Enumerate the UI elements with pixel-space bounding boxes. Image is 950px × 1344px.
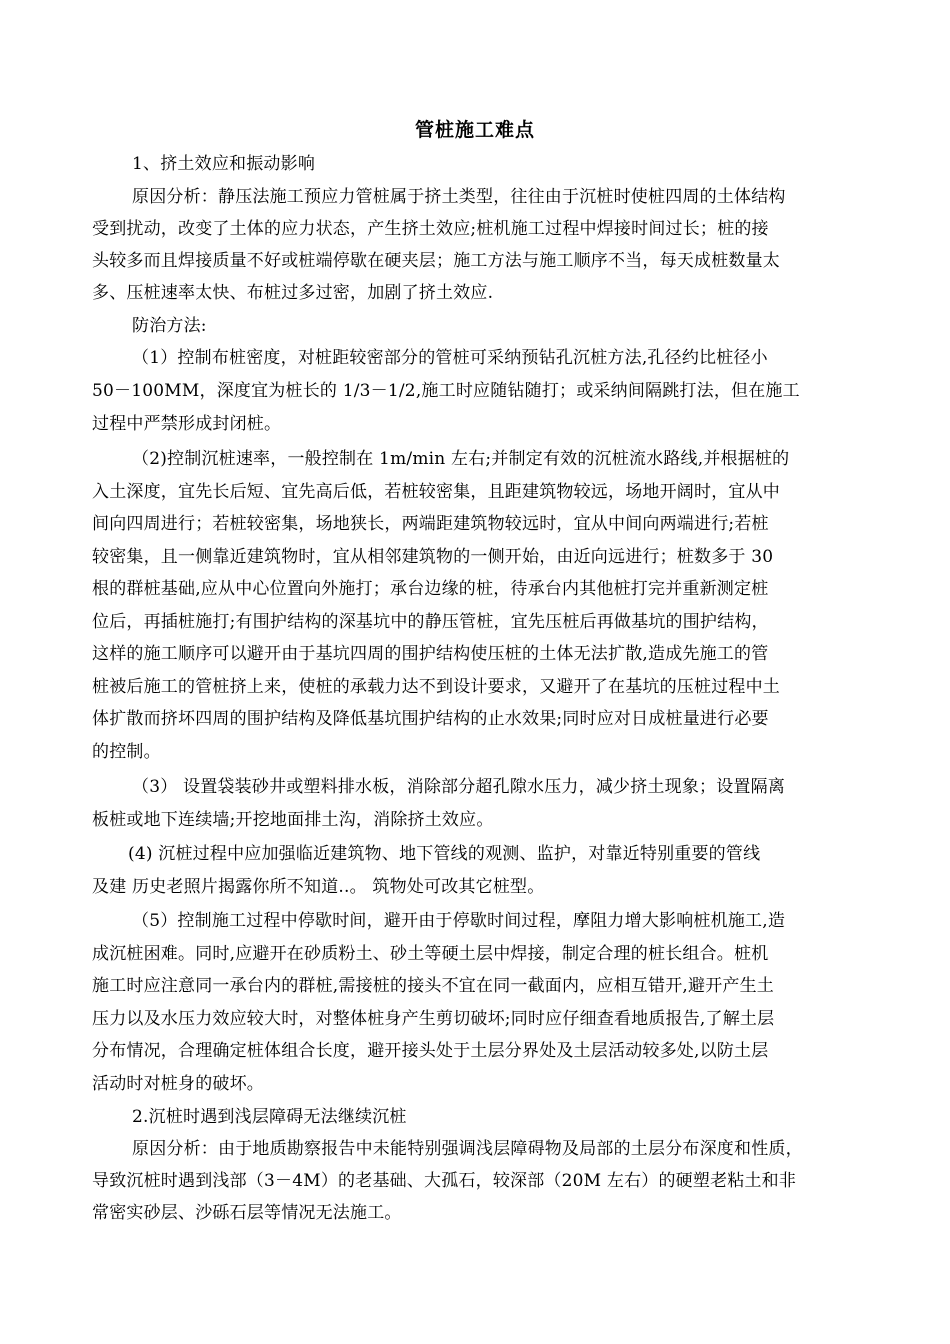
paragraph-line: 过程中严禁形成封闭桩。	[92, 414, 282, 434]
paragraph-line: （1）控制布桩密度，对桩距较密部分的管桩可采纳预钻孔沉桩方法,孔径约比桩径小	[132, 348, 768, 368]
paragraph-line: 桩被后施工的管桩挤上来，使桩的承载力达不到设计要求，又避开了在基坑的压桩过程中土	[92, 677, 780, 697]
paragraph-line: 分布情况，合理确定桩体组合长度，避开接头处于土层分界处及土层活动较多处,以防土层	[92, 1041, 769, 1061]
paragraph-line: 间向四周进行；若桩较密集，场地狭长，两端距建筑物较远时，宜从中间向两端进行;若桩	[92, 514, 769, 534]
paragraph-line: 施工时应注意同一承台内的群桩,需接桩的接头不宜在同一截面内，应相互错开,避开产生土	[92, 976, 775, 996]
document-title: 管桩施工难点	[414, 119, 535, 141]
paragraph-line: 板桩或地下连续墙;开挖地面排土沟，消除挤土效应。	[92, 810, 494, 830]
paragraph-line: 头较多而且焊接质量不好或桩端停歇在硬夹层；施工方法与施工顺序不当，每天成桩数量太	[92, 251, 780, 271]
paragraph-line: 压力以及水压力效应较大时，对整体桩身产生剪切破坏;同时应仔细查看地质报告,了解土层	[92, 1009, 775, 1029]
paragraph-line: 体扩散而挤坏四周的围护结构及降低基坑围护结构的止水效果;同时应对日成桩量进行必要	[92, 709, 769, 729]
paragraph-line: （5）控制施工过程中停歇时间，避开由于停歇时间过程，摩阻力增大影响桩机施工,造	[132, 911, 786, 931]
paragraph-line: （3） 设置袋装砂井或塑料排水板，消除部分超孔隙水压力，减少挤土现象；设置隔离	[132, 777, 786, 797]
paragraph-line: 活动时对桩身的破坏。	[92, 1074, 264, 1094]
paragraph-line: 这样的施工顺序可以避开由于基坑四周的围护结构使压桩的土体无法扩散,造成先施工的管	[92, 644, 769, 664]
paragraph-line: 及建 历史老照片揭露你所不知道..。 筑物处可改其它桩型。	[92, 877, 545, 897]
heading-2: 2.沉桩时遇到浅层障碍无法继续沉桩	[132, 1107, 407, 1127]
paragraph-line: 较密集，且一侧靠近建筑物时，宜从相邻建筑物的一侧开始，由近向远进行；桩数多于 30	[92, 547, 774, 567]
paragraph-line: 原因分析：由于地质勘察报告中未能特别强调浅层障碍物及局部的土层分布深度和性质，	[132, 1139, 803, 1159]
paragraph-line: 多、压桩速率太快、布桩过多过密，加剧了挤土效应.	[92, 283, 494, 303]
paragraph-line: 根的群桩基础,应从中心位置向外施打；承台边缘的桩，待承台内其他桩打完并重新测定桩	[92, 579, 769, 599]
paragraph-line: 受到扰动，改变了土体的应力状态，产生挤土效应;桩机施工过程中焊接时间过长；桩的接	[92, 219, 769, 239]
paragraph-line: 常密实砂层、沙砾石层等情况无法施工。	[92, 1203, 402, 1223]
paragraph-line: （2)控制沉桩速率，一般控制在 1m/min 左右;并制定有效的沉桩流水路线,并根据桩的	[132, 449, 790, 469]
paragraph-line: 成沉桩困难。同时,应避开在砂质粉土、砂土等硬土层中焊接，制定合理的桩长组合。桩机	[92, 944, 769, 964]
paragraph-line: 入土深度，宜先长后短、宜先高后低，若桩较密集，且距建筑物较远，场地开阔时，宜从中	[92, 482, 780, 502]
heading-1: 1、挤土效应和振动影响	[132, 154, 316, 174]
paragraph-line: 位后，再插桩施打;有围护结构的深基坑中的静压管桩，宜先压桩后再做基坑的围护结构，	[92, 612, 769, 632]
paragraph-line: 的控制。	[92, 742, 161, 762]
paragraph-line: 原因分析：静压法施工预应力管桩属于挤土类型，往往由于沉桩时使桩四周的土体结构	[132, 187, 786, 207]
paragraph-line: 导致沉桩时遇到浅部（3－4M）的老基础、大孤石，较深部（20M 左右）的硬塑老粘土和非	[92, 1171, 797, 1191]
paragraph-line: (4) 沉桩过程中应加强临近建筑物、地下管线的观测、监护，对靠近特别重要的管线	[128, 844, 761, 864]
paragraph-line: 50－100MM，深度宜为桩长的 1/3－1/2,施工时应随钻随打；或采纳间隔跳打法，但在施工	[92, 381, 800, 401]
paragraph-line: 防治方法:	[132, 316, 207, 336]
